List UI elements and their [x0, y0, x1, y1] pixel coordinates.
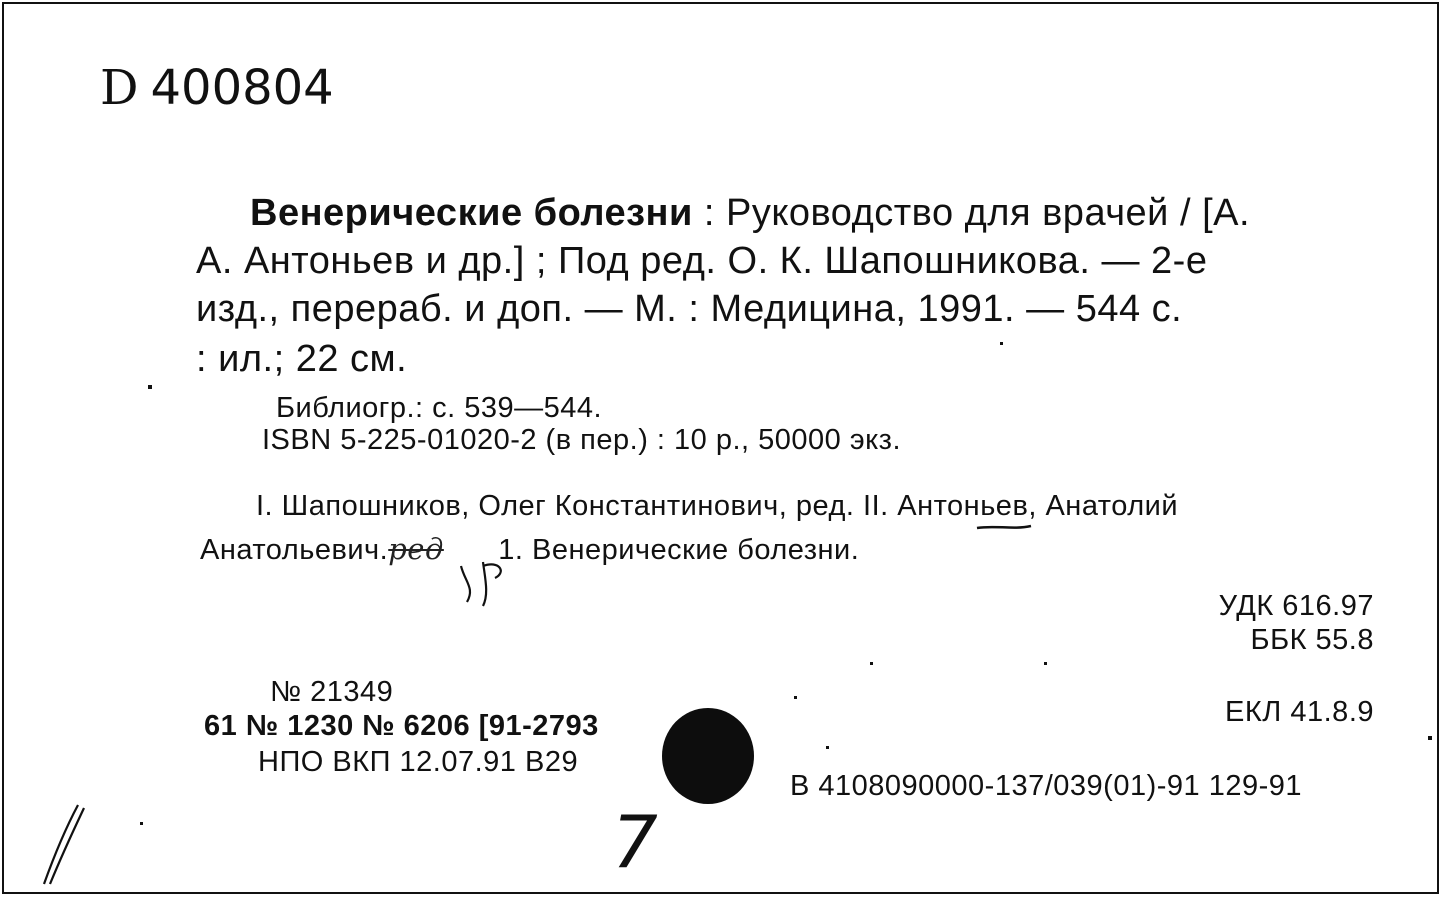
print-info-line-3: НПО ВКП 12.07.91 В29 — [258, 746, 579, 778]
entry-line-3: изд., перераб. и доп. — М. : Медицина, 1991. — 544 с. — [196, 288, 1183, 330]
pencil-stroke-mark — [30, 800, 90, 890]
isbn-note: ISBN 5-225-01020-2 (в пер.) : 10 р., 50000 экз. — [262, 424, 901, 456]
speck — [140, 822, 143, 825]
handwritten-mark-7: 7 — [612, 800, 658, 884]
bibliography-note: Библиогр.: с. 539—544. — [276, 392, 603, 424]
print-info-line-2 — [204, 710, 715, 743]
entry-line-1 — [250, 192, 1250, 235]
speck — [1000, 342, 1003, 345]
udk-code: УДК 616.97 — [1218, 590, 1374, 622]
publication-code: В 4108090000-137/039(01)-91 129-91 — [790, 770, 1303, 802]
speck — [1044, 662, 1047, 665]
entry-line-4: : ил.; 22 см. — [196, 338, 408, 380]
tracings-line-2-start: Анатольевич. — [200, 534, 389, 566]
speck — [870, 662, 873, 665]
tracings-line-2 — [200, 532, 859, 567]
underline-mark — [975, 518, 1035, 532]
print-info-line-2-text: 61 № 1230 № 6206 [91-2793 — [204, 710, 599, 742]
ekl-code: ЕКЛ 41.8.9 — [1225, 696, 1374, 728]
speck — [826, 746, 829, 749]
speck — [794, 696, 797, 699]
speck — [148, 385, 152, 389]
entry-title: Венерические болезни — [250, 192, 693, 234]
call-number — [100, 60, 334, 116]
bbk-code: ББК 55.8 — [1250, 624, 1374, 656]
order-number: № 21349 — [270, 676, 394, 708]
tracings-line-2-end: 1. Венерические болезни. — [498, 534, 860, 566]
punch-hole — [662, 708, 754, 804]
handwritten-initials — [455, 558, 525, 608]
tracings-line-1: I. Шапошников, Олег Константинович, ред. II. Антоньев, Анатолий — [256, 490, 1179, 522]
call-number-value: 400804 — [150, 60, 334, 116]
handwritten-correction: ред — [388, 532, 444, 566]
entry-line-2: А. Антоньев и др.] ; Под ред. О. К. Шапошникова. — 2-е — [196, 240, 1208, 282]
entry-line-1-rest: : Руководство для врачей / [А. — [692, 192, 1251, 234]
speck — [1428, 736, 1432, 740]
call-number-prefix: D — [100, 60, 139, 116]
